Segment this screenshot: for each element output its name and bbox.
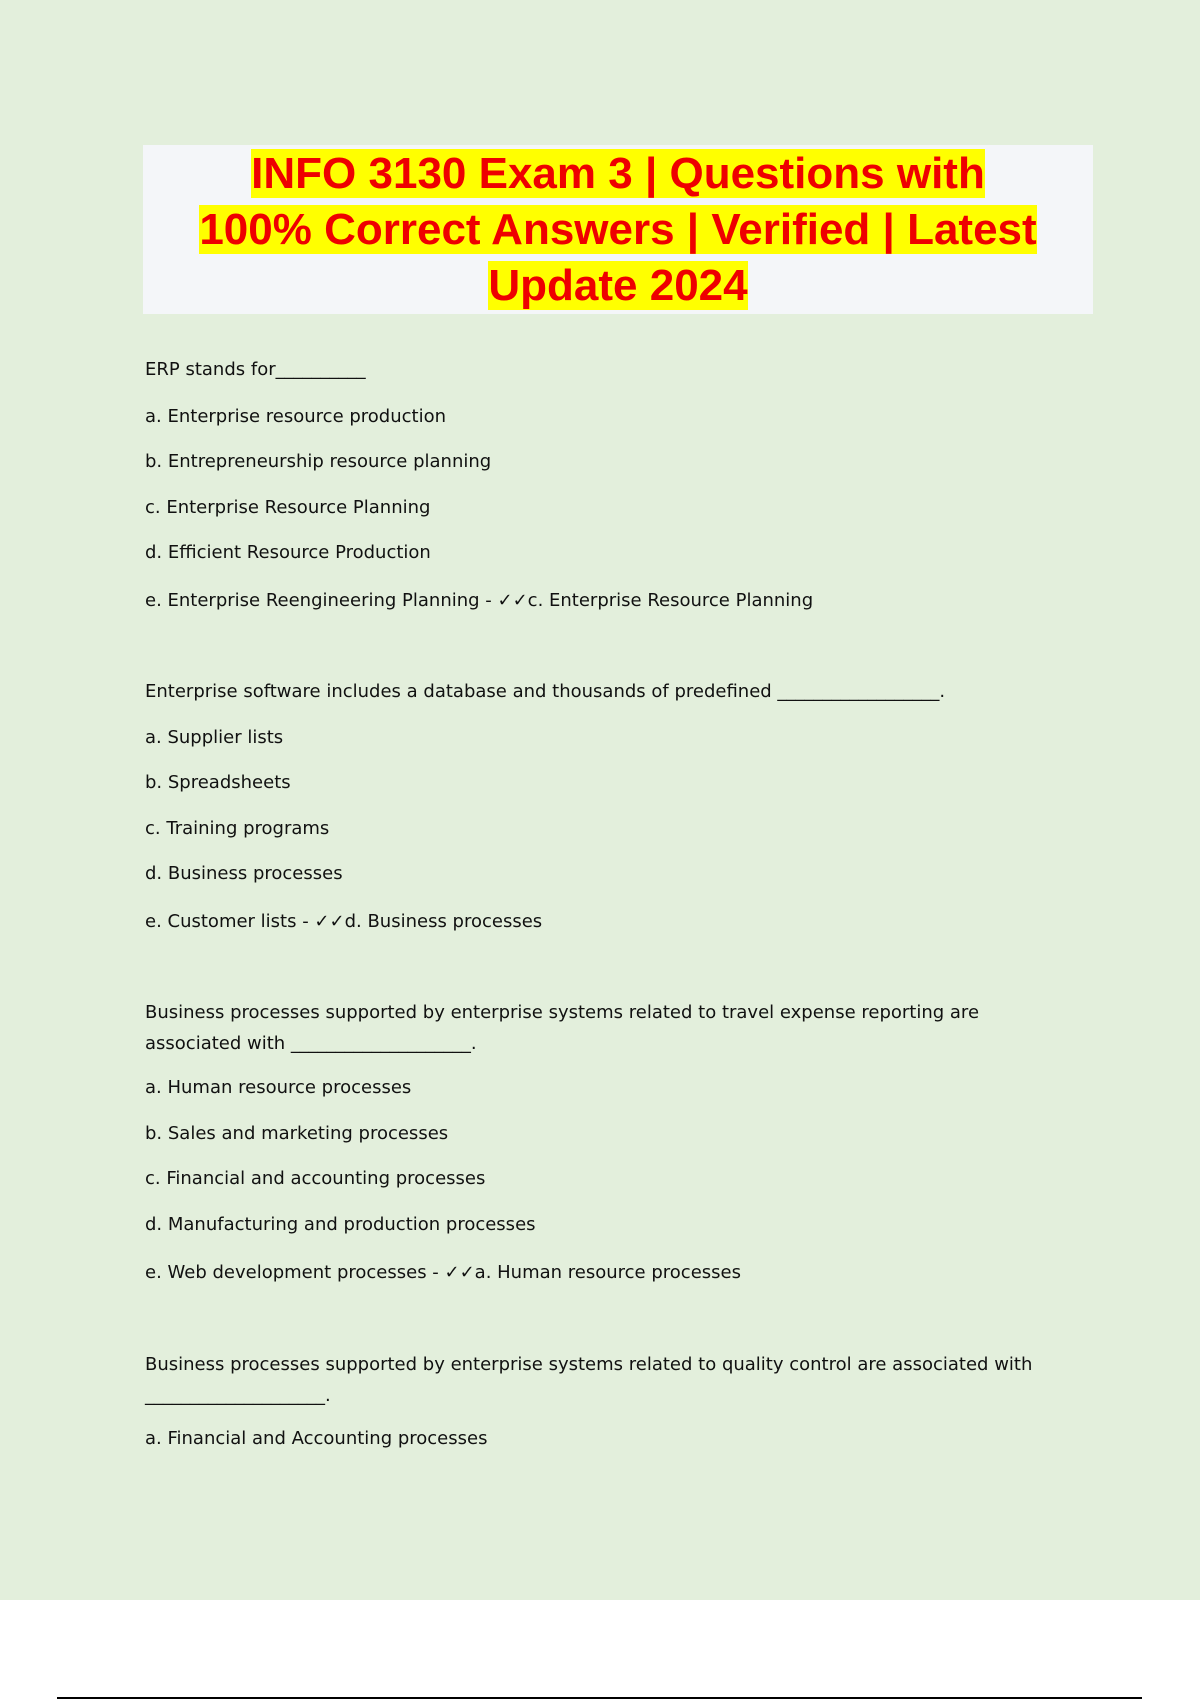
question-1-option-b: b. Entrepreneurship resource planning <box>145 451 492 472</box>
question-2-option-a: a. Supplier lists <box>145 727 284 748</box>
question-3-option-a: a. Human resource processes <box>145 1077 412 1098</box>
question-4-text: Business processes supported by enterprise systems related to quality control are associated with ____________________. <box>145 1354 1033 1406</box>
question-2-option-b: b. Spreadsheets <box>145 772 291 793</box>
question-3-option-c: c. Financial and accounting processes <box>145 1168 486 1189</box>
question-1-option-a: a. Enterprise resource production <box>145 406 447 427</box>
question-2-text: Enterprise software includes a database and thousands of predefined __________________. <box>145 681 946 702</box>
document-title <box>143 145 1093 314</box>
question-3-text: Business processes supported by enterprise systems related to travel expense reporting are associated with ____________________. <box>145 1002 980 1054</box>
question-4-option-a: a. Financial and Accounting processes <box>145 1428 488 1449</box>
footer-divider <box>57 1697 1142 1699</box>
question-1-text: ERP stands for__________ <box>145 359 366 380</box>
title-line-3: Update 2024 <box>488 261 748 310</box>
question-3-option-b: b. Sales and marketing processes <box>145 1123 449 1144</box>
title-banner <box>143 145 1093 314</box>
question-1-option-c: c. Enterprise Resource Planning <box>145 497 431 518</box>
question-3-option-d: d. Manufacturing and production processes <box>145 1214 536 1235</box>
title-line-2: 100% Correct Answers | Verified | Latest <box>199 205 1037 254</box>
question-2-option-c: c. Training programs <box>145 818 330 839</box>
question-3-option-e-answer: e. Web development processes - ✓✓a. Human resource processes <box>145 1262 741 1283</box>
question-1-option-e-answer: e. Enterprise Reengineering Planning - ✓✓c. Enterprise Resource Planning <box>145 590 814 611</box>
title-line-1: INFO 3130 Exam 3 | Questions with <box>251 149 985 198</box>
question-2-option-e-answer: e. Customer lists - ✓✓d. Business processes <box>145 911 543 932</box>
question-1-option-d: d. Efficient Resource Production <box>145 542 431 563</box>
question-2-option-d: d. Business processes <box>145 863 343 884</box>
